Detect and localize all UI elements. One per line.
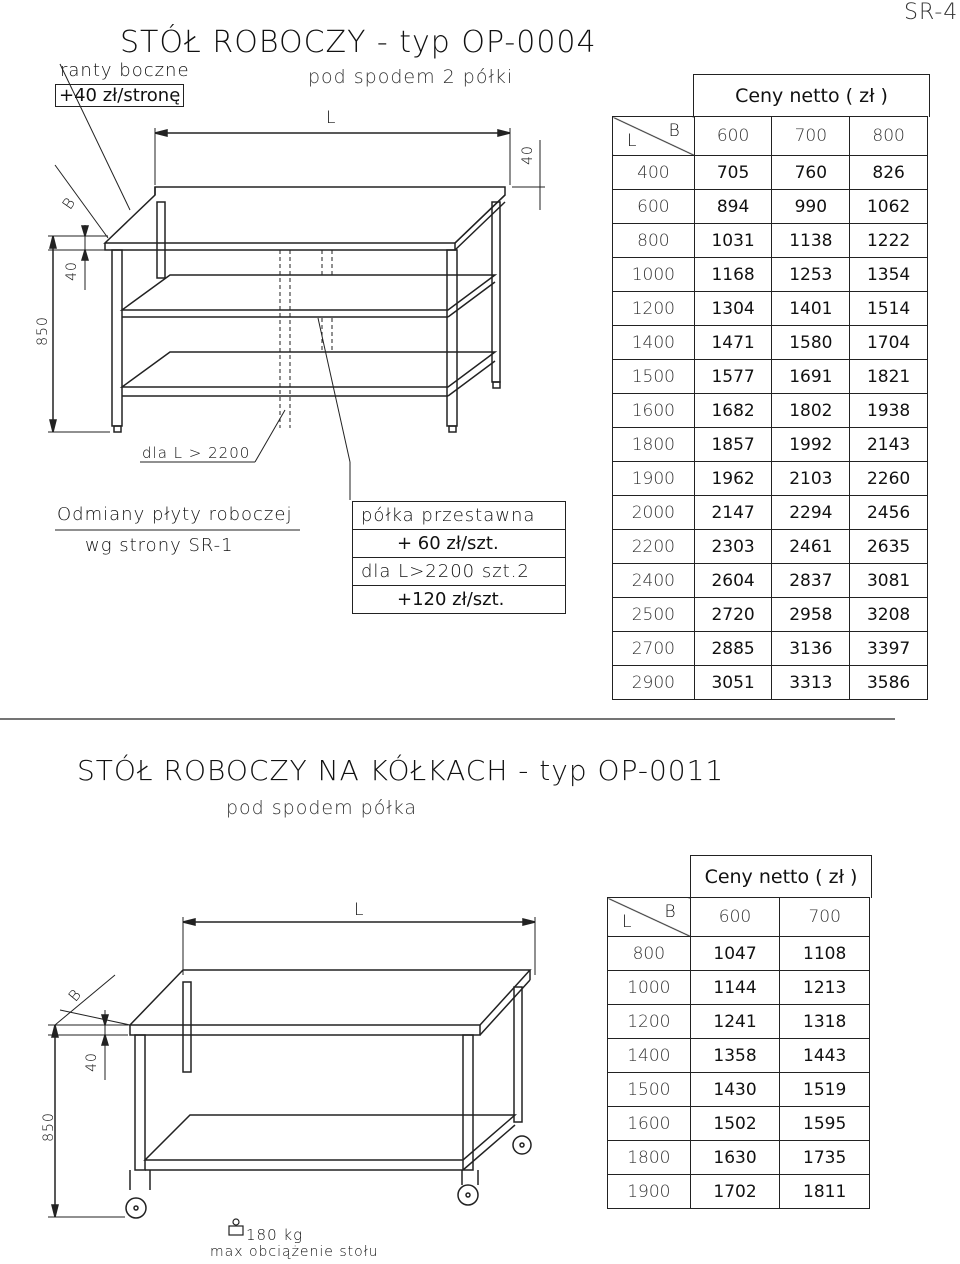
shelf-box-line: + 60 zł/szt. <box>353 530 565 558</box>
price-cell: 3136 <box>772 632 850 666</box>
price-cell: 3397 <box>850 632 928 666</box>
t2-dim-B-label: B <box>64 985 86 1006</box>
price-cell: 1222 <box>850 224 928 258</box>
table2-title: STÓŁ ROBOCZY NA KÓŁKACH - typ OP-0011 <box>77 754 725 787</box>
price-cell: 1430 <box>690 1073 780 1107</box>
length-cell: 2500 <box>613 598 695 632</box>
length-cell: 2400 <box>613 564 695 598</box>
price-cell: 1304 <box>694 292 772 326</box>
length-cell: 400 <box>613 156 695 190</box>
length-cell: 1000 <box>608 971 691 1005</box>
price-cell: 1514 <box>850 292 928 326</box>
table2-price-title: Ceny netto ( zł ) <box>690 855 872 898</box>
length-cell: 2700 <box>613 632 695 666</box>
price-cell: 1682 <box>694 394 772 428</box>
price-cell: 1702 <box>690 1175 780 1209</box>
length-cell: 2900 <box>613 666 695 700</box>
width-header: 700 <box>780 898 870 937</box>
price-cell: 3313 <box>772 666 850 700</box>
price-cell: 1471 <box>694 326 772 360</box>
length-cell: 1800 <box>613 428 695 462</box>
price-cell: 1691 <box>772 360 850 394</box>
table2-body <box>608 898 870 1209</box>
length-cell: 2000 <box>613 496 695 530</box>
length-cell: 1400 <box>608 1039 691 1073</box>
price-cell: 1580 <box>772 326 850 360</box>
dim-40-top-label: 40 <box>519 145 536 165</box>
price-cell: 1358 <box>690 1039 780 1073</box>
price-cell: 990 <box>772 190 850 224</box>
price-cell: 1253 <box>772 258 850 292</box>
table1-title: STÓŁ ROBOCZY - typ OP-0004 <box>120 25 597 60</box>
price-cell: 1821 <box>850 360 928 394</box>
price-cell: 1443 <box>780 1039 870 1073</box>
table-row <box>608 937 870 971</box>
price-cell: 1047 <box>690 937 780 971</box>
table-row <box>608 1039 870 1073</box>
price-cell: 1630 <box>690 1141 780 1175</box>
price-cell: 1108 <box>780 937 870 971</box>
worktop-variants-line1: Odmiany płyty roboczej <box>57 504 293 525</box>
price-cell: 2147 <box>694 496 772 530</box>
length-cell: 1200 <box>608 1005 691 1039</box>
price-cell: 2604 <box>694 564 772 598</box>
length-cell: 1600 <box>613 394 695 428</box>
price-cell: 1213 <box>780 971 870 1005</box>
length-cell: 1600 <box>608 1107 691 1141</box>
price-cell: 2456 <box>850 496 928 530</box>
length-cell: 2200 <box>613 530 695 564</box>
price-cell: 1144 <box>690 971 780 1005</box>
table2-price-table <box>607 897 870 1209</box>
price-cell: 2294 <box>772 496 850 530</box>
t2-dim-40-label: 40 <box>83 1052 100 1072</box>
load-weight-icon <box>226 1218 246 1238</box>
length-cell: 1900 <box>613 462 695 496</box>
shelf-box-line: +120 zł/szt. <box>397 589 505 610</box>
length-cell: 1400 <box>613 326 695 360</box>
length-cell: 1000 <box>613 258 695 292</box>
length-cell: 1500 <box>613 360 695 394</box>
width-header: 600 <box>694 117 772 156</box>
price-cell: 2958 <box>772 598 850 632</box>
price-cell: 705 <box>694 156 772 190</box>
max-load-label: max obciążenie stołu <box>210 1244 379 1260</box>
price-cell: 1577 <box>694 360 772 394</box>
price-cell: 2720 <box>694 598 772 632</box>
price-cell: 3081 <box>850 564 928 598</box>
price-cell: 3586 <box>850 666 928 700</box>
price-cell: 1938 <box>850 394 928 428</box>
table-row <box>608 1175 870 1209</box>
price-cell: 1318 <box>780 1005 870 1039</box>
length-cell: 1200 <box>613 292 695 326</box>
dim-L-label: L <box>326 108 337 128</box>
price-cell: 2837 <box>772 564 850 598</box>
shelf-box-line: półka przestawna <box>353 502 565 530</box>
price-cell: 2885 <box>694 632 772 666</box>
width-header: 700 <box>772 117 850 156</box>
price-cell: 3208 <box>850 598 928 632</box>
price-cell: 1811 <box>780 1175 870 1209</box>
price-cell: 894 <box>694 190 772 224</box>
price-cell: 826 <box>850 156 928 190</box>
page-label: SR-4 <box>904 0 959 25</box>
corner-B: B <box>664 902 676 922</box>
price-cell: 3051 <box>694 666 772 700</box>
price-cell: 2461 <box>772 530 850 564</box>
price-cell: 1354 <box>850 258 928 292</box>
length-cell: 600 <box>613 190 695 224</box>
table1-subtitle: pod spodem 2 półki <box>308 66 514 88</box>
price-cell: 1241 <box>690 1005 780 1039</box>
price-cell: 2303 <box>694 530 772 564</box>
price-cell: 2635 <box>850 530 928 564</box>
edges-price: +40 zł/stronę <box>55 84 184 107</box>
price-cell: 1802 <box>772 394 850 428</box>
max-load-value: 180 kg <box>246 1226 304 1244</box>
price-cell: 1704 <box>850 326 928 360</box>
price-cell: 1595 <box>780 1107 870 1141</box>
table2-subtitle: pod spodem półka <box>226 797 418 819</box>
edges-label: ranty boczne <box>60 60 190 81</box>
length-cell: 1500 <box>608 1073 691 1107</box>
corner-B: B <box>668 121 680 141</box>
table1-price-title: Ceny netto ( zł ) <box>693 74 930 117</box>
price-cell: 760 <box>772 156 850 190</box>
width-header: 800 <box>850 117 928 156</box>
dim-40-side-label: 40 <box>63 261 80 281</box>
worktop-variants-line2: wg strony SR-1 <box>85 535 234 556</box>
table-row <box>608 971 870 1005</box>
price-cell: 1735 <box>780 1141 870 1175</box>
table-row <box>608 1141 870 1175</box>
table-row <box>608 1005 870 1039</box>
dim-850-label: 850 <box>34 316 51 346</box>
corner-cell <box>608 898 691 937</box>
price-cell: 1519 <box>780 1073 870 1107</box>
price-cell: 1502 <box>690 1107 780 1141</box>
price-cell: 1031 <box>694 224 772 258</box>
length-cell: 800 <box>613 224 695 258</box>
price-cell: 1168 <box>694 258 772 292</box>
table-row <box>608 1107 870 1141</box>
price-cell: 1962 <box>694 462 772 496</box>
for-L-over-label: dla L > 2200 <box>142 444 251 462</box>
shelf-box-line: dla L>2200 szt.2 <box>353 558 565 586</box>
t2-dim-L-label: L <box>354 900 365 920</box>
length-cell: 800 <box>608 937 691 971</box>
price-cell: 2143 <box>850 428 928 462</box>
price-cell: 2260 <box>850 462 928 496</box>
corner-L: L <box>622 912 632 932</box>
price-cell: 1062 <box>850 190 928 224</box>
price-cell: 1401 <box>772 292 850 326</box>
dim-B-label: B <box>58 193 80 213</box>
price-cell: 1138 <box>772 224 850 258</box>
length-cell: 1900 <box>608 1175 691 1209</box>
t2-dim-850-label: 850 <box>40 1112 57 1142</box>
corner-L: L <box>627 131 637 151</box>
price-cell: 1857 <box>694 428 772 462</box>
table-header-row <box>608 898 870 937</box>
width-header: 600 <box>690 898 780 937</box>
length-cell: 1800 <box>608 1141 691 1175</box>
table-row <box>608 1073 870 1107</box>
price-cell: 1992 <box>772 428 850 462</box>
price-cell: 2103 <box>772 462 850 496</box>
